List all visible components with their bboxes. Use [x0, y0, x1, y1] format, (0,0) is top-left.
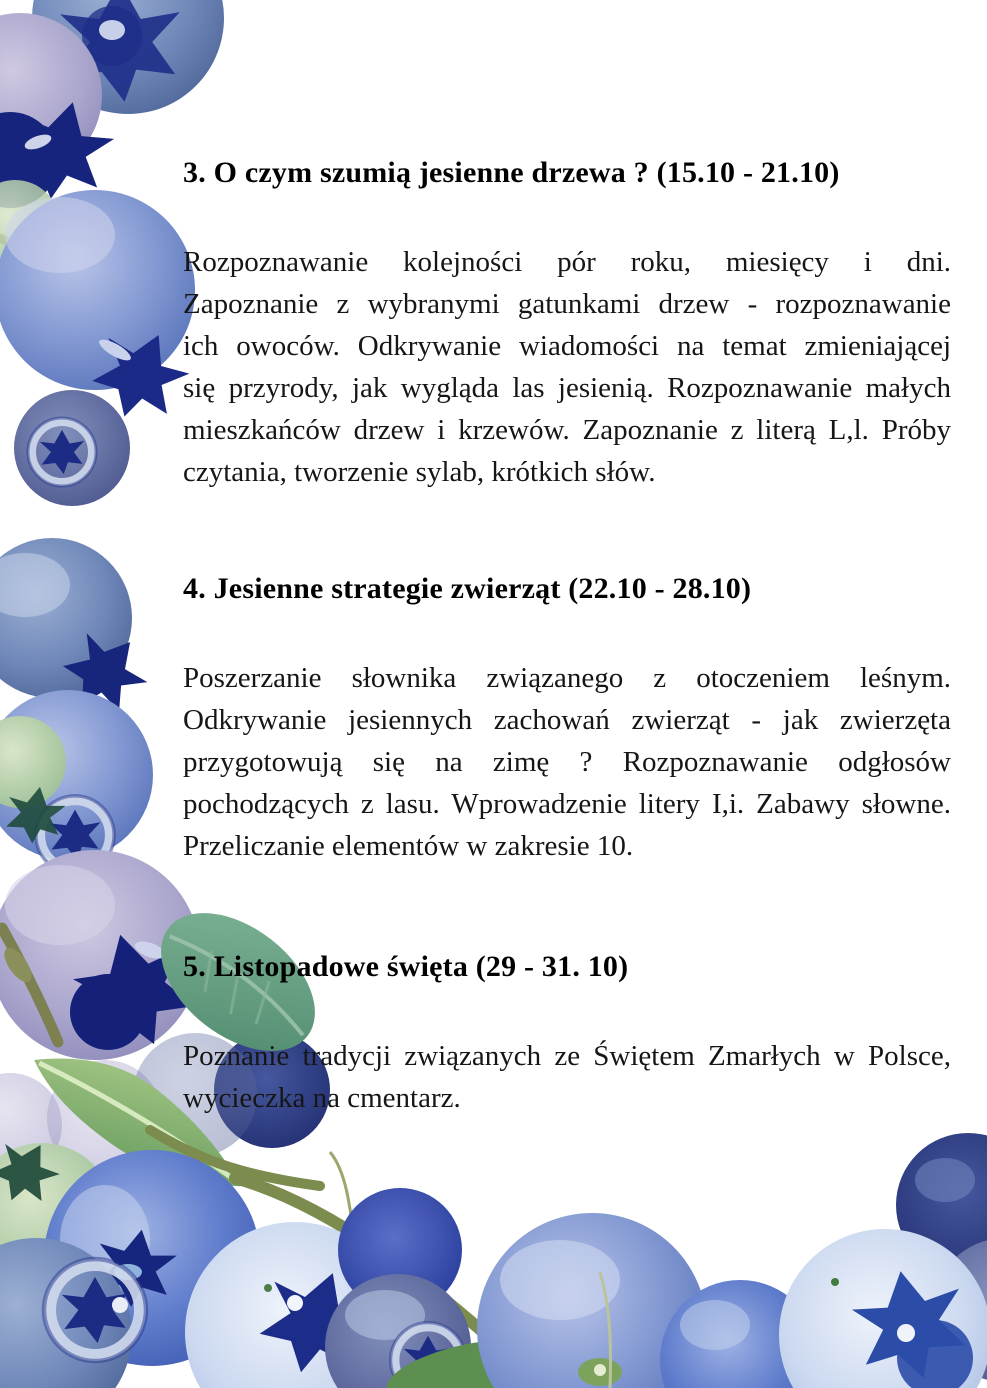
body-line: pochodzących z lasu. Wprowadzenie litery I,i. Zabawy słowne.	[183, 788, 951, 820]
body-line: ich owoców. Odkrywanie wiadomości na temat zmieniającej	[183, 330, 951, 362]
body-line: wycieczka na cmentarz.	[183, 1082, 461, 1114]
body-line: czytania, tworzenie sylab, krótkich słów.	[183, 456, 656, 488]
body-line: przygotowują się na zimę ? Rozpoznawanie odgłosów	[183, 746, 951, 778]
section-paragraph	[183, 657, 951, 867]
section-heading: 5. Listopadowe święta (29 - 31. 10)	[183, 950, 629, 983]
section-autumn-trees	[183, 152, 951, 493]
body-line: mieszkańców drzew i krzewów. Zapoznanie z literą L,l. Próby	[183, 414, 951, 446]
section-november-holidays	[183, 946, 951, 1119]
section-heading: 3. O czym szumią jesienne drzewa ? (15.10 - 21.10)	[183, 156, 840, 189]
body-line: się przyrody, jak wygląda las jesienią. Rozpoznawanie małych	[183, 372, 951, 404]
body-line: Przeliczanie elementów w zakresie 10.	[183, 830, 634, 862]
body-line: Rozpoznawanie kolejności pór roku, miesięcy i dni.	[183, 246, 951, 278]
body-line: Poznanie tradycji związanych ze Świętem Zmarłych w Polsce,	[183, 1040, 951, 1072]
body-line: Zapoznanie z wybranymi gatunkami drzew - rozpoznawanie	[183, 288, 951, 320]
body-line: Poszerzanie słownika związanego z otoczeniem leśnym.	[183, 662, 951, 694]
section-animal-strategies	[183, 568, 951, 867]
document-content	[183, 152, 951, 1194]
section-paragraph	[183, 1035, 951, 1119]
body-line: Odkrywanie jesiennych zachowań zwierząt - jak zwierzęta	[183, 704, 951, 736]
section-paragraph	[183, 241, 951, 493]
section-heading: 4. Jesienne strategie zwierząt (22.10 - 28.10)	[183, 572, 752, 605]
